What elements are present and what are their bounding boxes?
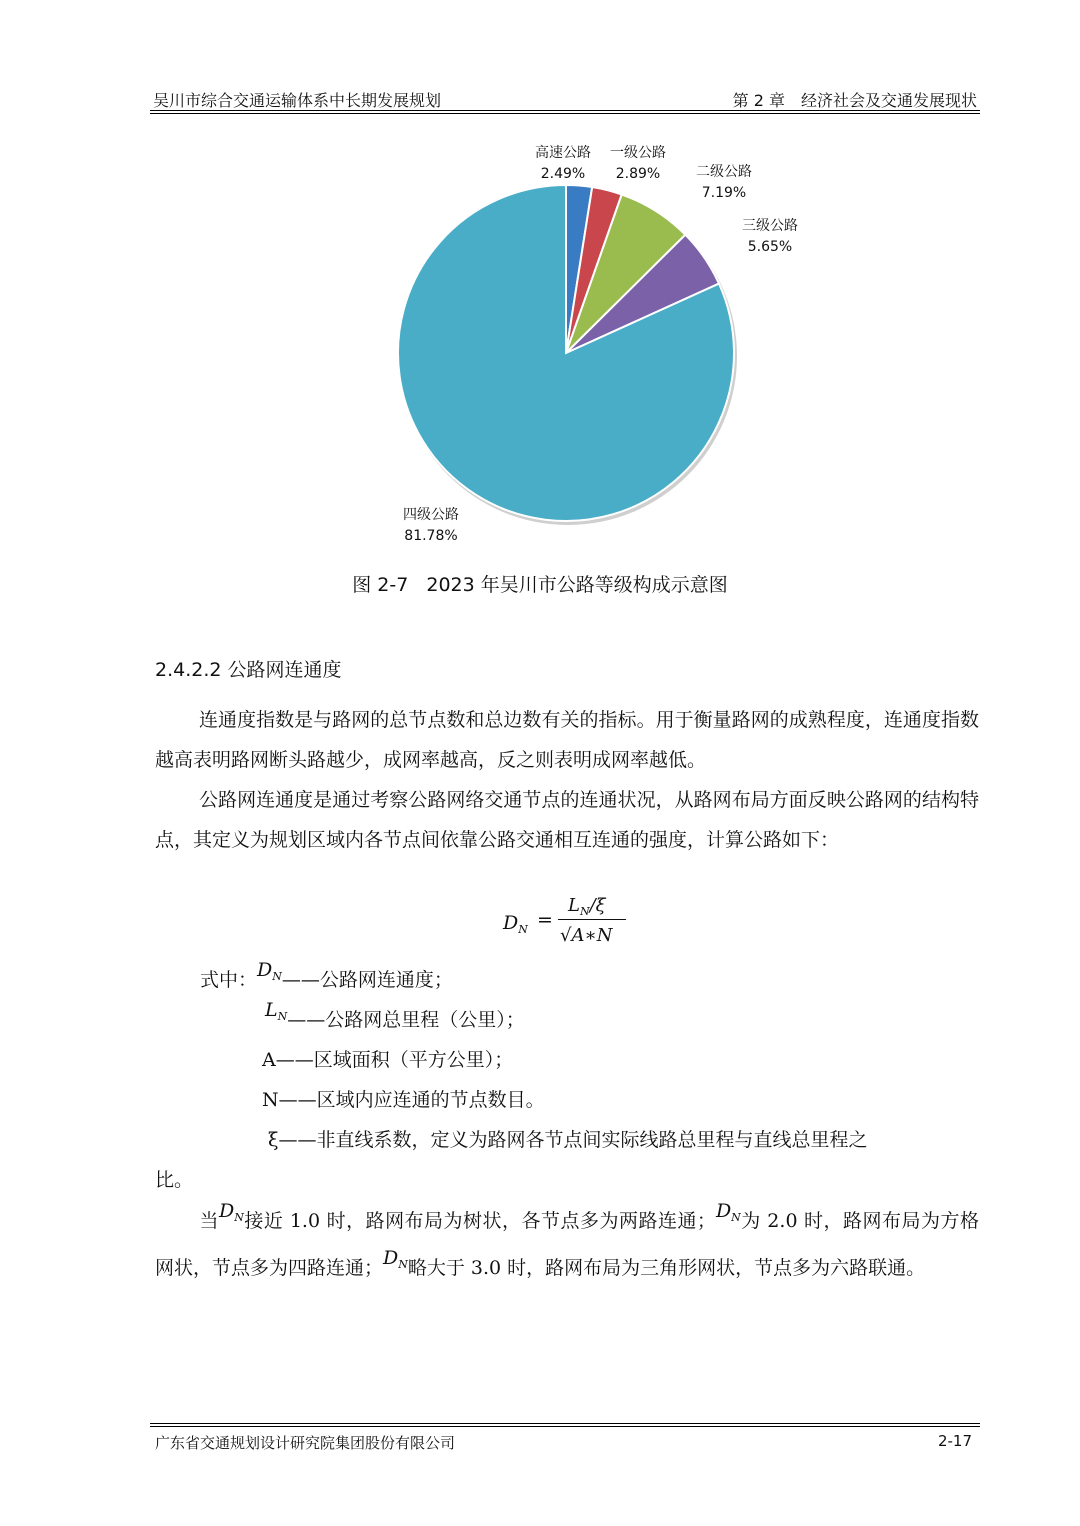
road-grade-pie-chart <box>0 0 1080 560</box>
definition-ln <box>265 999 525 1042</box>
paragraph-connectivity-definition <box>155 700 979 780</box>
definition-a: A——区域面积（平方公里）； <box>262 1049 514 1071</box>
formula-equals: = <box>537 909 553 931</box>
section-heading <box>155 655 342 682</box>
definition-n: N——区域内应连通的节点数目。 <box>262 1089 545 1111</box>
definition-text: ——公路网连通度； <box>281 969 453 991</box>
pie-slice-value-3: 7.19% <box>701 185 747 201</box>
footer-publisher: 广东省交通规划设计研究院集团股份有限公司 <box>155 1434 456 1452</box>
section-title: 公路网连通度 <box>227 659 342 681</box>
pie-slice-value-1: 2.49% <box>540 166 586 182</box>
pie-slice-name-1: 高速公路 <box>535 145 591 161</box>
footer-rule-secondary <box>150 1426 980 1427</box>
pie-slice-value-5: 81.78% <box>404 528 458 544</box>
pie-slice-value-4: 5.65% <box>747 239 793 255</box>
definition-dn <box>200 959 453 1002</box>
symbol-dn: $D_N$ <box>383 1247 408 1271</box>
paragraph-network-connectivity <box>155 780 979 860</box>
footer-rule <box>150 1423 980 1424</box>
section-number: 2.4.2.2 <box>155 659 222 681</box>
symbol-dn: $D_N$ <box>257 959 282 983</box>
pie-slice-name-3: 二级公路 <box>696 164 752 180</box>
pie-slice-name-4: 三级公路 <box>742 218 798 234</box>
formula-lhs: $D_N$ <box>503 912 528 936</box>
formula-numerator: $L_N/\xi$ <box>568 895 606 918</box>
figure-number: 图 2-7 <box>352 574 409 596</box>
connectivity-formula <box>500 895 640 955</box>
page-number: 2-17 <box>937 1432 972 1450</box>
figure-caption <box>0 570 1080 597</box>
definition-prefix: 式中： <box>200 969 258 991</box>
paragraph-text: 公路网连通度是通过考察公路网络交通节点的连通状况，从路网布局方面反映公路网的结构特点，其定义为规划区域内各节点间依靠公路交通相互连通的强度，计算公路如下： <box>155 789 979 851</box>
paragraph-connectivity-levels: 当$D_N$接近 1.0 时，路网布局为树状，各节点多为两路连通；$D_N$为 2.0 时，路网布局为方格网状，节点多为四路连通；$D_N$略大于 3.0 时，路网布局为三角形网状，节点多为六路联通。 <box>155 1200 979 1279</box>
symbol-dn: $D_N$ <box>218 1200 244 1224</box>
definition-text: ——公路网总里程（公里）； <box>287 1009 525 1031</box>
pie-slice-name-5: 四级公路 <box>403 507 459 523</box>
symbol-dn: $D_N$ <box>715 1200 741 1224</box>
pie-slice-name-2: 一级公路 <box>610 145 666 161</box>
figure-title: 2023 年吴川市公路等级构成示意图 <box>426 574 728 596</box>
paragraph-text: 连通度指数是与路网的总节点数和总边数有关的指标。用于衡量路网的成熟程度，连通度指数越高表明路网断头路越少，成网率越高，反之则表明成网率越低。 <box>155 709 979 771</box>
header-document-title: 吴川市综合交通运输体系中长期发展规划 <box>153 91 442 110</box>
symbol-ln: $L_N$ <box>265 999 288 1023</box>
formula-denominator: √A∗N <box>560 925 613 946</box>
fraction-bar <box>558 919 626 920</box>
definition-xi: ξ——非直线系数，定义为路网各节点间实际线路总里程与直线总里程之 <box>268 1129 868 1151</box>
pie-slice-value-2: 2.89% <box>615 166 661 182</box>
header-chapter-title: 第 2 章 经济社会及交通发展现状 <box>732 91 977 110</box>
definition-xi-continued: 比。 <box>155 1169 194 1191</box>
